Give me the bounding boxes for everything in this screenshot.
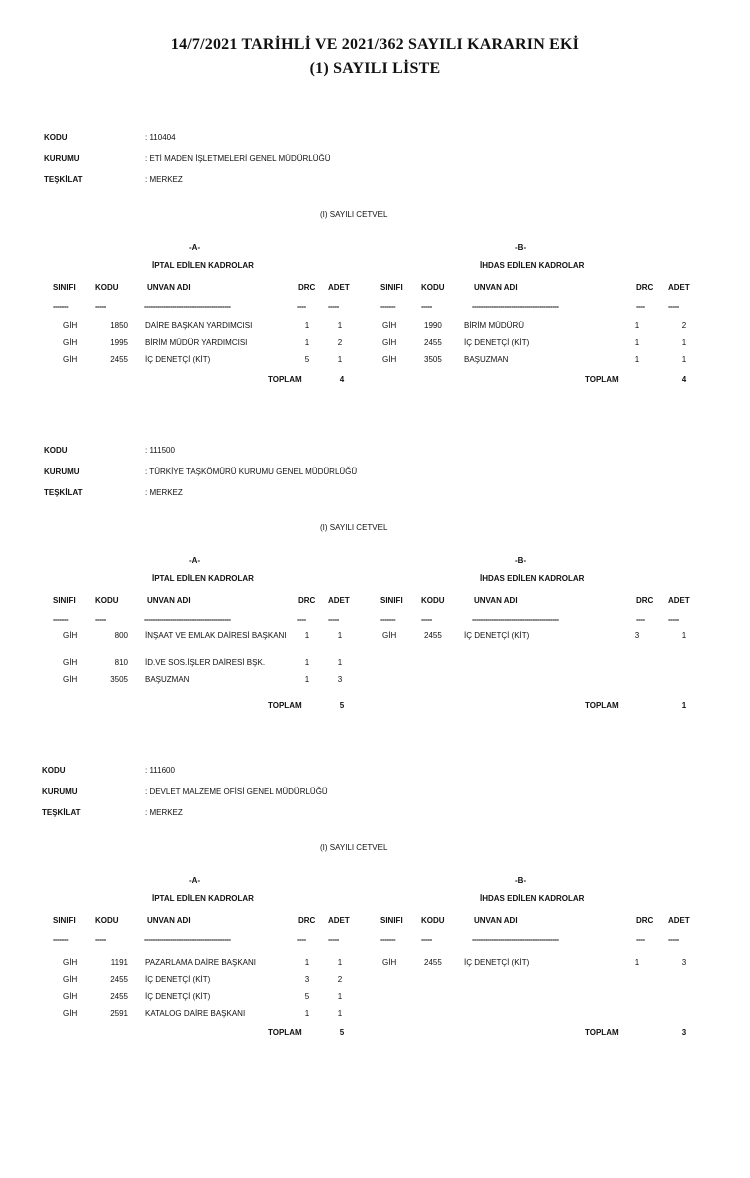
separator-sinifi: ------- — [380, 935, 396, 944]
col-a-label: -A- — [189, 556, 201, 565]
ihdas-row-unvan: BAŞUZMAN — [464, 355, 509, 364]
ihdas-row-sinifi: GİH — [382, 321, 397, 330]
col-header-adet: ADET — [668, 916, 690, 925]
separator-adet: ----- — [668, 615, 679, 624]
col-header-drc: DRC — [298, 283, 316, 292]
teskilat-label: TEŞKİLAT — [42, 808, 81, 817]
iptal-heading: İPTAL EDİLEN KADROLAR — [152, 574, 254, 583]
iptal-row-adet: 2 — [337, 975, 343, 984]
iptal-row-unvan: KATALOG DAİRE BAŞKANI — [145, 1009, 246, 1018]
col-header-unvan: UNVAN ADI — [474, 283, 518, 292]
iptal-row-drc: 5 — [304, 355, 310, 364]
separator-kodu: ----- — [421, 935, 432, 944]
iptal-toplam-label: TOPLAM — [268, 1028, 302, 1037]
iptal-toplam-label: TOPLAM — [268, 701, 302, 710]
teskilat-label: TEŞKİLAT — [44, 488, 83, 497]
iptal-row-sinifi: GİH — [63, 975, 78, 984]
iptal-row-adet: 1 — [337, 992, 343, 1001]
iptal-heading: İPTAL EDİLEN KADROLAR — [152, 261, 254, 270]
cetvel-label: (I) SAYILI CETVEL — [320, 843, 388, 852]
iptal-row-drc: 1 — [304, 658, 310, 667]
iptal-row-sinifi: GİH — [63, 338, 78, 347]
iptal-row-drc: 1 — [304, 338, 310, 347]
separator-sinifi: ------- — [380, 615, 396, 624]
iptal-row-drc: 1 — [304, 675, 310, 684]
iptal-row-adet: 1 — [337, 1009, 343, 1018]
separator-unvan: ---------------------------------------- — [472, 615, 559, 624]
col-header-unvan: UNVAN ADI — [147, 596, 191, 605]
iptal-row-drc: 3 — [304, 975, 310, 984]
separator-drc: ---- — [636, 615, 645, 624]
kurumu-label: KURUMU — [44, 467, 80, 476]
iptal-row-unvan: İÇ DENETÇİ (KİT) — [145, 992, 211, 1001]
ihdas-row-drc: 1 — [634, 321, 640, 330]
teskilat-label: TEŞKİLAT — [44, 175, 83, 184]
col-header-adet: ADET — [328, 916, 350, 925]
iptal-row-adet: 1 — [337, 355, 343, 364]
iptal-toplam-value: 5 — [339, 1028, 345, 1037]
iptal-row-unvan: İÇ DENETÇİ (KİT) — [145, 975, 211, 984]
ihdas-row-sinifi: GİH — [382, 631, 397, 640]
kurumu-value: : DEVLET MALZEME OFİSİ GENEL MÜDÜRLÜĞÜ — [145, 787, 328, 796]
separator-unvan: ---------------------------------------- — [144, 935, 231, 944]
ihdas-row-adet: 1 — [681, 631, 687, 640]
iptal-row-kodu: 810 — [114, 658, 128, 667]
iptal-row-kodu: 3505 — [110, 675, 128, 684]
iptal-row-adet: 1 — [337, 958, 343, 967]
iptal-row-kodu: 2591 — [110, 1009, 128, 1018]
ihdas-row-drc: 1 — [634, 958, 640, 967]
ihdas-row-unvan: İÇ DENETÇİ (KİT) — [464, 338, 530, 347]
col-header-sinifi: SINIFI — [380, 916, 403, 925]
iptal-toplam-value: 5 — [339, 701, 345, 710]
kurumu-label: KURUMU — [44, 154, 80, 163]
col-header-sinifi: SINIFI — [53, 283, 76, 292]
separator-kodu: ----- — [421, 302, 432, 311]
col-header-adet: ADET — [668, 596, 690, 605]
col-header-kodu: KODU — [95, 283, 119, 292]
iptal-row-adet: 1 — [337, 321, 343, 330]
teskilat-value: : MERKEZ — [145, 488, 183, 497]
iptal-row-adet: 3 — [337, 675, 343, 684]
col-header-kodu: KODU — [95, 916, 119, 925]
col-b-label: -B- — [515, 876, 527, 885]
cetvel-label: (I) SAYILI CETVEL — [320, 210, 388, 219]
separator-drc: ---- — [636, 302, 645, 311]
separator-sinifi: ------- — [53, 615, 69, 624]
separator-drc: ---- — [636, 935, 645, 944]
iptal-row-drc: 1 — [304, 631, 310, 640]
iptal-row-sinifi: GİH — [63, 958, 78, 967]
col-header-sinifi: SINIFI — [380, 596, 403, 605]
teskilat-value: : MERKEZ — [145, 175, 183, 184]
col-b-label: -B- — [515, 556, 527, 565]
separator-kodu: ----- — [95, 302, 106, 311]
iptal-row-sinifi: GİH — [63, 658, 78, 667]
ihdas-row-kodu: 2455 — [424, 958, 442, 967]
col-header-sinifi: SINIFI — [53, 596, 76, 605]
kodu-value: : 110404 — [145, 133, 176, 142]
kodu-label: KODU — [42, 766, 66, 775]
ihdas-toplam-label: TOPLAM — [585, 701, 619, 710]
iptal-row-kodu: 1191 — [110, 958, 128, 967]
kodu-label: KODU — [44, 446, 68, 455]
iptal-row-sinifi: GİH — [63, 675, 78, 684]
iptal-row-kodu: 2455 — [110, 975, 128, 984]
separator-sinifi: ------- — [53, 302, 69, 311]
ihdas-row-adet: 1 — [681, 338, 687, 347]
iptal-row-kodu: 1995 — [110, 338, 128, 347]
iptal-row-kodu: 2455 — [110, 355, 128, 364]
document-title-line1: 14/7/2021 TARİHLİ VE 2021/362 SAYILI KARARIN EKİ — [170, 36, 580, 53]
iptal-row-unvan: İÇ DENETÇİ (KİT) — [145, 355, 211, 364]
separator-unvan: ---------------------------------------- — [472, 302, 559, 311]
ihdas-row-drc: 1 — [634, 355, 640, 364]
ihdas-row-adet: 3 — [681, 958, 687, 967]
separator-drc: ---- — [297, 302, 306, 311]
iptal-row-drc: 1 — [304, 321, 310, 330]
iptal-row-unvan: BAŞUZMAN — [145, 675, 190, 684]
iptal-row-kodu: 1850 — [110, 321, 128, 330]
col-header-adet: ADET — [668, 283, 690, 292]
ihdas-heading: İHDAS EDİLEN KADROLAR — [480, 894, 585, 903]
col-header-adet: ADET — [328, 283, 350, 292]
separator-unvan: ---------------------------------------- — [144, 615, 231, 624]
col-header-unvan: UNVAN ADI — [147, 283, 191, 292]
ihdas-row-unvan: İÇ DENETÇİ (KİT) — [464, 958, 530, 967]
cetvel-label: (I) SAYILI CETVEL — [320, 523, 388, 532]
iptal-heading: İPTAL EDİLEN KADROLAR — [152, 894, 254, 903]
col-header-drc: DRC — [636, 596, 654, 605]
separator-adet: ----- — [328, 935, 339, 944]
iptal-row-drc: 1 — [304, 958, 310, 967]
ihdas-row-adet: 2 — [681, 321, 687, 330]
separator-sinifi: ------- — [53, 935, 69, 944]
separator-adet: ----- — [668, 302, 679, 311]
col-header-adet: ADET — [328, 596, 350, 605]
ihdas-toplam-label: TOPLAM — [585, 375, 619, 384]
ihdas-row-sinifi: GİH — [382, 338, 397, 347]
separator-drc: ---- — [297, 935, 306, 944]
iptal-row-sinifi: GİH — [63, 355, 78, 364]
ihdas-row-drc: 3 — [634, 631, 640, 640]
ihdas-row-sinifi: GİH — [382, 355, 397, 364]
separator-kodu: ----- — [421, 615, 432, 624]
kodu-value: : 111600 — [145, 766, 175, 775]
kurumu-value: : ETİ MADEN İŞLETMELERİ GENEL MÜDÜRLÜĞÜ — [145, 154, 331, 163]
col-header-kodu: KODU — [421, 283, 445, 292]
separator-adet: ----- — [328, 615, 339, 624]
iptal-row-kodu: 2455 — [110, 992, 128, 1001]
iptal-row-adet: 2 — [337, 338, 343, 347]
col-header-sinifi: SINIFI — [53, 916, 76, 925]
teskilat-value: : MERKEZ — [145, 808, 183, 817]
iptal-row-unvan: BİRİM MÜDÜR YARDIMCISI — [145, 338, 248, 347]
iptal-row-unvan: İNŞAAT VE EMLAK DAİRESİ BAŞKANI — [145, 631, 287, 640]
iptal-toplam-value: 4 — [339, 375, 345, 384]
iptal-row-drc: 1 — [304, 1009, 310, 1018]
iptal-row-drc: 5 — [304, 992, 310, 1001]
ihdas-toplam-value: 3 — [681, 1028, 687, 1037]
kodu-label: KODU — [44, 133, 68, 142]
iptal-row-sinifi: GİH — [63, 631, 78, 640]
col-a-label: -A- — [189, 876, 201, 885]
ihdas-row-sinifi: GİH — [382, 958, 397, 967]
iptal-row-sinifi: GİH — [63, 992, 78, 1001]
ihdas-heading: İHDAS EDİLEN KADROLAR — [480, 261, 585, 270]
separator-sinifi: ------- — [380, 302, 396, 311]
separator-unvan: ---------------------------------------- — [472, 935, 559, 944]
col-header-drc: DRC — [636, 283, 654, 292]
iptal-row-adet: 1 — [337, 631, 343, 640]
iptal-row-kodu: 800 — [114, 631, 128, 640]
ihdas-row-adet: 1 — [681, 355, 687, 364]
ihdas-toplam-value: 1 — [681, 701, 687, 710]
col-a-label: -A- — [189, 243, 201, 252]
separator-drc: ---- — [297, 615, 306, 624]
ihdas-row-kodu: 1990 — [424, 321, 442, 330]
ihdas-heading: İHDAS EDİLEN KADROLAR — [480, 574, 585, 583]
iptal-toplam-label: TOPLAM — [268, 375, 302, 384]
separator-adet: ----- — [328, 302, 339, 311]
ihdas-row-unvan: BİRİM MÜDÜRÜ — [464, 321, 524, 330]
ihdas-row-unvan: İÇ DENETÇİ (KİT) — [464, 631, 530, 640]
iptal-row-sinifi: GİH — [63, 321, 78, 330]
iptal-row-unvan: İD.VE SOS.İŞLER DAİRESİ BŞK. — [145, 658, 266, 667]
col-header-kodu: KODU — [95, 596, 119, 605]
col-header-unvan: UNVAN ADI — [474, 916, 518, 925]
ihdas-toplam-value: 4 — [681, 375, 687, 384]
col-header-drc: DRC — [298, 596, 316, 605]
iptal-row-unvan: PAZARLAMA DAİRE BAŞKANI — [145, 958, 256, 967]
separator-kodu: ----- — [95, 615, 106, 624]
ihdas-row-kodu: 2455 — [424, 631, 442, 640]
col-b-label: -B- — [515, 243, 527, 252]
kurumu-label: KURUMU — [42, 787, 78, 796]
kurumu-value: : TÜRKİYE TAŞKÖMÜRÜ KURUMU GENEL MÜDÜRLÜĞÜ — [145, 467, 358, 476]
institution-section — [0, 133, 750, 443]
document-title-line2: (1) SAYILI LİSTE — [309, 60, 441, 77]
kodu-value: : 111500 — [145, 446, 175, 455]
col-header-sinifi: SINIFI — [380, 283, 403, 292]
separator-adet: ----- — [668, 935, 679, 944]
ihdas-row-drc: 1 — [634, 338, 640, 347]
col-header-drc: DRC — [298, 916, 316, 925]
separator-unvan: ---------------------------------------- — [144, 302, 231, 311]
institution-section — [0, 766, 750, 1076]
col-header-drc: DRC — [636, 916, 654, 925]
col-header-unvan: UNVAN ADI — [147, 916, 191, 925]
ihdas-row-kodu: 2455 — [424, 338, 442, 347]
institution-section — [0, 446, 750, 756]
ihdas-row-kodu: 3505 — [424, 355, 442, 364]
iptal-row-adet: 1 — [337, 658, 343, 667]
iptal-row-unvan: DAİRE BAŞKAN YARDIMCISI — [145, 321, 253, 330]
col-header-kodu: KODU — [421, 596, 445, 605]
separator-kodu: ----- — [95, 935, 106, 944]
col-header-unvan: UNVAN ADI — [474, 596, 518, 605]
iptal-row-sinifi: GİH — [63, 1009, 78, 1018]
ihdas-toplam-label: TOPLAM — [585, 1028, 619, 1037]
col-header-kodu: KODU — [421, 916, 445, 925]
